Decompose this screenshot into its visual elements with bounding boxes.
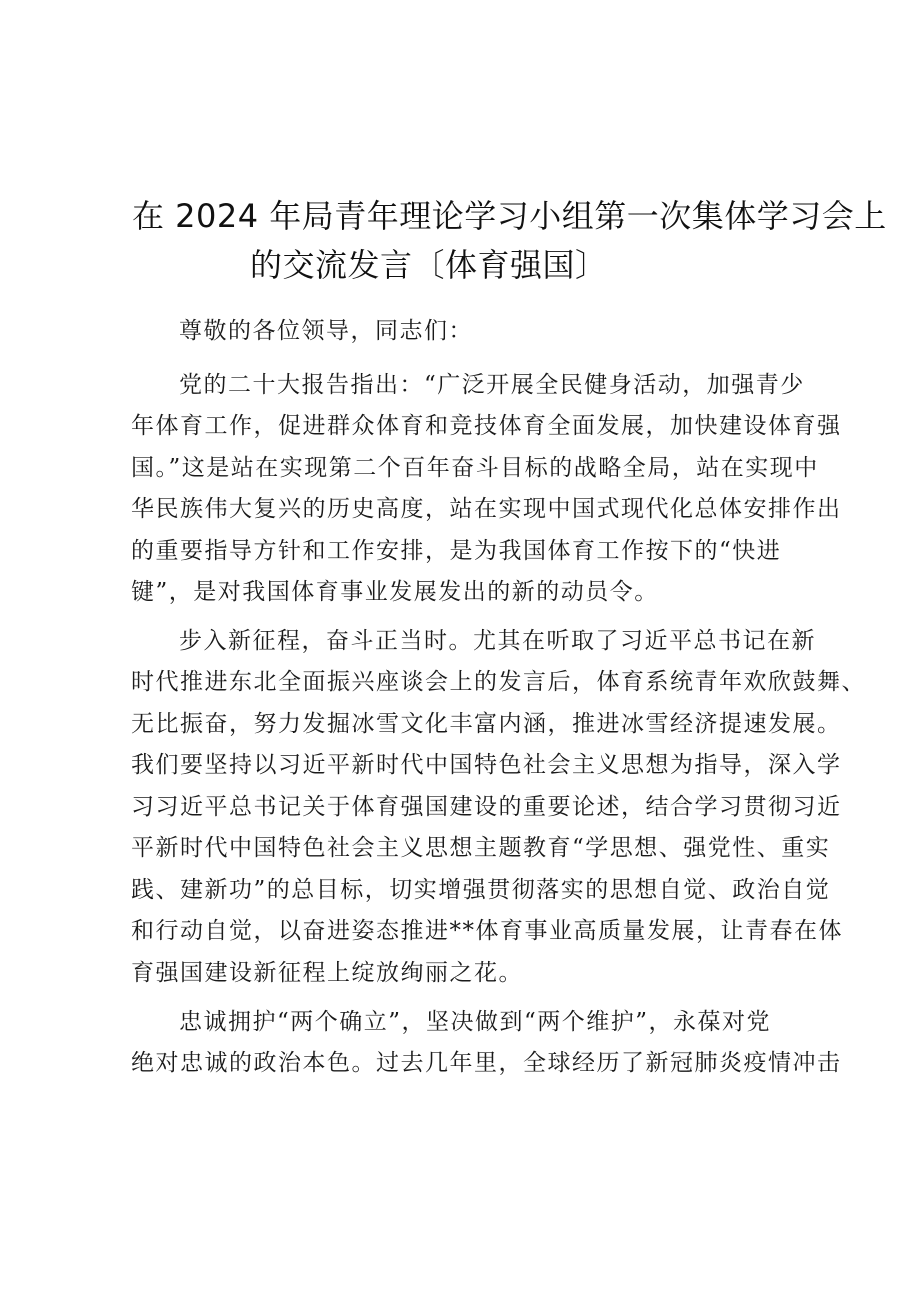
paragraph-1-line-5: 的重要指导方针和工作安排，是为我国体育工作按下的“快进: [131, 538, 782, 564]
document-title-line-2: 的交流发言〔体育强国〕: [250, 246, 608, 284]
greeting: 尊敬的各位领导，同志们：: [179, 318, 473, 344]
paragraph-2-line-2: 时代推进东北全面振兴座谈会上的发言后，体育系统青年欢欣鼓舞、: [131, 669, 866, 695]
paragraph-2-line-8: 和行动自觉，以奋进姿态推进**体育事业高质量发展，让青春在体: [131, 918, 843, 944]
document-title-line-1: 在 2024 年局青年理论学习小组第一次集体学习会上: [132, 197, 887, 235]
paragraph-2-line-3: 无比振奋，努力发掘冰雪文化丰富内涵，推进冰雪经济提速发展。: [131, 711, 842, 737]
paragraph-2-line-9: 育强国建设新征程上绽放绚丽之花。: [131, 960, 523, 986]
paragraph-3-line-2: 绝对忠诚的政治本色。过去几年里，全球经历了新冠肺炎疫情冲击: [131, 1050, 842, 1076]
paragraph-1-line-1: 党的二十大报告指出：“广泛开展全民健身活动，加强青少: [179, 372, 805, 398]
paragraph-1-line-2: 年体育工作，促进群众体育和竞技体育全面发展，加快建设体育强: [131, 413, 842, 439]
paragraph-3-line-1: 忠诚拥护“两个确立”，坚决做到“两个维护”，永葆对党: [179, 1009, 772, 1035]
paragraph-1-line-3: 国。”这是站在实现第二个百年奋斗目标的战略全局，站在实现中: [131, 455, 819, 481]
paragraph-1-line-4: 华民族伟大复兴的历史高度，站在实现中国式现代化总体安排作出: [131, 496, 842, 522]
paragraph-2-line-7: 践、建新功”的总目标，切实增强贯彻落实的思想自觉、政治自觉: [131, 877, 831, 903]
paragraph-2-line-1: 步入新征程，奋斗正当时。尤其在听取了习近平总书记在新: [179, 628, 816, 654]
paragraph-2-line-5: 习习近平总书记关于体育强国建设的重要论述，结合学习贯彻习近: [131, 794, 842, 820]
paragraph-2-line-4: 我们要坚持以习近平新时代中国特色社会主义思想为指导，深入学: [131, 752, 842, 778]
paragraph-1-line-6: 键”，是对我国体育事业发展发出的新的动员令。: [131, 579, 659, 605]
paragraph-2-line-6: 平新时代中国特色社会主义思想主题教育“学思想、强党性、重实: [131, 835, 831, 861]
